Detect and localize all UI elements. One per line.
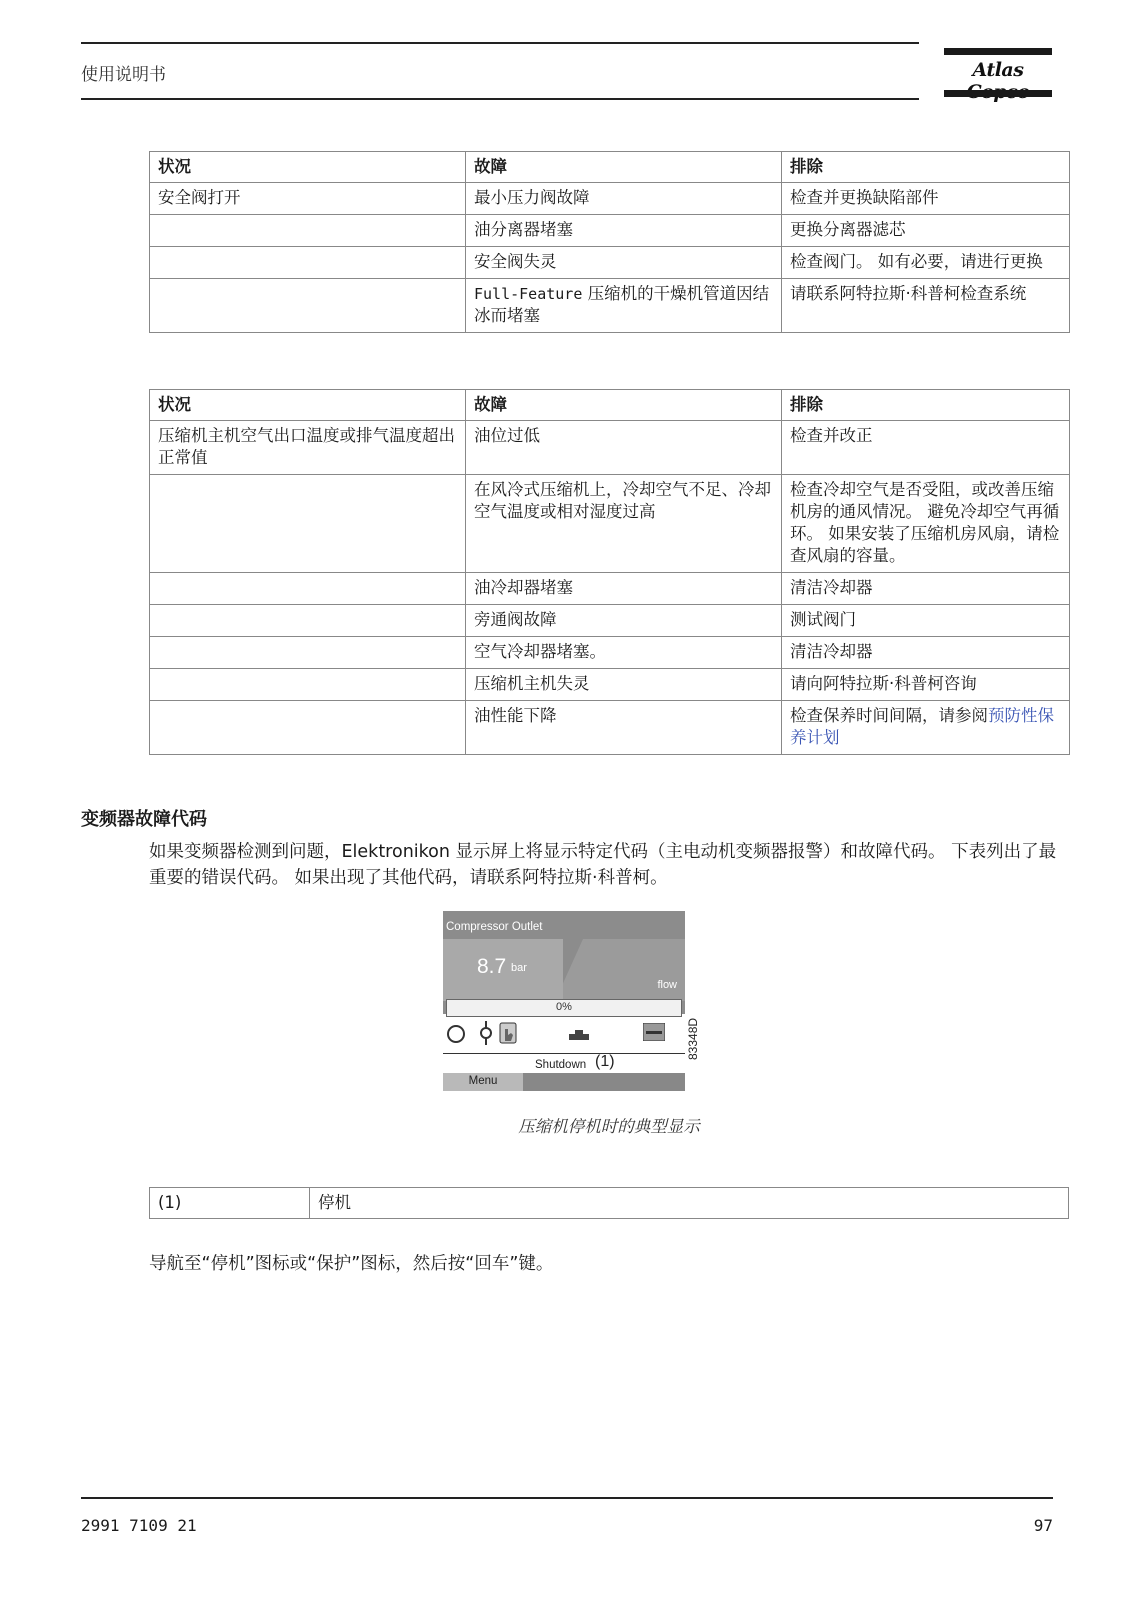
document-number: 2991 7109 21 bbox=[81, 1516, 197, 1535]
table-row bbox=[150, 247, 1070, 279]
remedy-cell: 检查阀门。 如有必要，请进行更换 bbox=[782, 247, 1070, 279]
condition-cell bbox=[150, 247, 466, 279]
table-row bbox=[150, 669, 1070, 701]
table-header-row bbox=[150, 390, 1070, 421]
table-row bbox=[150, 1188, 1069, 1219]
figure-caption: 压缩机停机时的典型显示 bbox=[518, 1117, 700, 1136]
menu-button-label: Menu bbox=[468, 1075, 498, 1087]
remedy-text: 检查保养时间间隔，请参阅 bbox=[790, 706, 988, 725]
table-row bbox=[150, 215, 1070, 247]
condition-cell: 压缩机主机空气出口温度或排气温度超出正常值 bbox=[150, 421, 466, 475]
shutdown-label: Shutdown bbox=[535, 1059, 587, 1071]
fault-cell: 压缩机主机失灵 bbox=[466, 669, 782, 701]
table-row bbox=[150, 475, 1070, 573]
remedy-cell: 清洁冷却器 bbox=[782, 573, 1070, 605]
hand-icon bbox=[499, 1021, 517, 1049]
table-row bbox=[150, 573, 1070, 605]
section-heading: 变频器故障代码 bbox=[81, 809, 207, 830]
table-row bbox=[150, 605, 1070, 637]
remedy-cell: 检查并更换缺陷部件 bbox=[782, 183, 1070, 215]
condition-cell bbox=[150, 475, 466, 573]
fault-mono-prefix: Full-Feature bbox=[474, 285, 583, 303]
condition-cell: 安全阀打开 bbox=[150, 183, 466, 215]
table-row bbox=[150, 279, 1070, 333]
legend-value: 停机 bbox=[310, 1188, 1069, 1219]
table-header-row bbox=[150, 152, 1070, 183]
remedy-cell: 清洁冷却器 bbox=[782, 637, 1070, 669]
header-fault: 故障 bbox=[466, 390, 782, 421]
valve-icon bbox=[479, 1021, 493, 1049]
condition-cell bbox=[150, 279, 466, 333]
progress-bar bbox=[446, 999, 682, 1017]
display-figure bbox=[443, 911, 685, 1091]
fault-cell: 在风冷式压缩机上，冷却空气不足、冷却空气温度或相对湿度过高 bbox=[466, 475, 782, 573]
legend-key: (1) bbox=[150, 1188, 310, 1219]
legend-table bbox=[149, 1187, 1069, 1219]
section-paragraph: 如果变频器检测到问题，Elektronikon 显示屏上将显示特定代码（主电动机变频器报警）和故障代码。 下表列出了最重要的错误代码。 如果出现了其他代码，请联系阿特拉斯·科普柯。 bbox=[149, 842, 1057, 888]
fault-cell: 油冷却器堵塞 bbox=[466, 573, 782, 605]
instruction-text: 导航至“停机”图标或“保护”图标，然后按“回车”键。 bbox=[149, 1254, 554, 1274]
fault-cell: 油分离器堵塞 bbox=[466, 215, 782, 247]
header-remedy: 排除 bbox=[782, 390, 1070, 421]
condition-cell bbox=[150, 605, 466, 637]
fault-cell: 油位过低 bbox=[466, 421, 782, 475]
fault-cell bbox=[466, 279, 782, 333]
logo-text: Atlas bbox=[972, 59, 1024, 81]
header-fault: 故障 bbox=[466, 152, 782, 183]
circle-icon bbox=[447, 1025, 465, 1043]
table-row bbox=[150, 421, 1070, 475]
condition-cell bbox=[150, 573, 466, 605]
remedy-cell: 测试阀门 bbox=[782, 605, 1070, 637]
table-row bbox=[150, 183, 1070, 215]
remedy-cell: 检查并改正 bbox=[782, 421, 1070, 475]
logo-bar-bottom bbox=[944, 90, 1052, 97]
condition-cell bbox=[150, 215, 466, 247]
header-condition: 状况 bbox=[150, 152, 466, 183]
remedy-cell: 请向阿特拉斯·科普柯咨询 bbox=[782, 669, 1070, 701]
troubleshooting-table-temperature bbox=[149, 389, 1070, 755]
table-row bbox=[150, 701, 1070, 755]
footer-rule bbox=[81, 1497, 1053, 1499]
fault-cell: 油性能下降 bbox=[466, 701, 782, 755]
remedy-cell: 更换分离器滤芯 bbox=[782, 215, 1070, 247]
page-number: 97 bbox=[1033, 1516, 1053, 1535]
header-rule-bottom bbox=[81, 98, 919, 100]
fault-cell: 旁通阀故障 bbox=[466, 605, 782, 637]
pressure-value: 8.7 bbox=[477, 955, 507, 978]
remedy-cell: 检查冷却空气是否受阻，或改善压缩机房的通风情况。 避免冷却空气再循环。 如果安装了压缩机房风扇，请检查风扇的容量。 bbox=[782, 475, 1070, 573]
callout-marker: (1) bbox=[595, 1053, 615, 1070]
pressure-unit: bar bbox=[511, 962, 527, 974]
fault-cell: 安全阀失灵 bbox=[466, 247, 782, 279]
screen-title: Compressor Outlet bbox=[446, 921, 543, 933]
fault-text: 压缩机的干燥机管道因结冰而堵塞 bbox=[474, 284, 770, 325]
flow-label: flow bbox=[657, 979, 677, 991]
troubleshooting-table-safety-valve bbox=[149, 151, 1070, 333]
header-condition: 状况 bbox=[150, 390, 466, 421]
condition-cell bbox=[150, 701, 466, 755]
remedy-cell: 请联系阿特拉斯·科普柯检查系统 bbox=[782, 279, 1070, 333]
header-remedy: 排除 bbox=[782, 152, 1070, 183]
header-title: 使用说明书 bbox=[81, 65, 166, 85]
progress-label: 0% bbox=[556, 1001, 572, 1013]
fault-cell: 空气冷却器堵塞。 bbox=[466, 637, 782, 669]
condition-cell bbox=[150, 669, 466, 701]
table-row bbox=[150, 637, 1070, 669]
preventive-maintenance-link[interactable]: 预防性保养计划 bbox=[790, 706, 1054, 747]
status-divider bbox=[443, 1053, 685, 1054]
header-rule-top bbox=[81, 42, 919, 44]
fault-cell: 最小压力阀故障 bbox=[466, 183, 782, 215]
figure-id: 83348D bbox=[686, 1017, 700, 1060]
atlas-copco-logo bbox=[944, 48, 1052, 100]
motor-icon bbox=[567, 1027, 591, 1046]
card-icon bbox=[643, 1023, 665, 1045]
remedy-cell bbox=[782, 701, 1070, 755]
condition-cell bbox=[150, 637, 466, 669]
logo-bar-top bbox=[944, 48, 1052, 55]
display-screen bbox=[443, 911, 685, 1091]
status-icon-row bbox=[443, 1021, 685, 1047]
